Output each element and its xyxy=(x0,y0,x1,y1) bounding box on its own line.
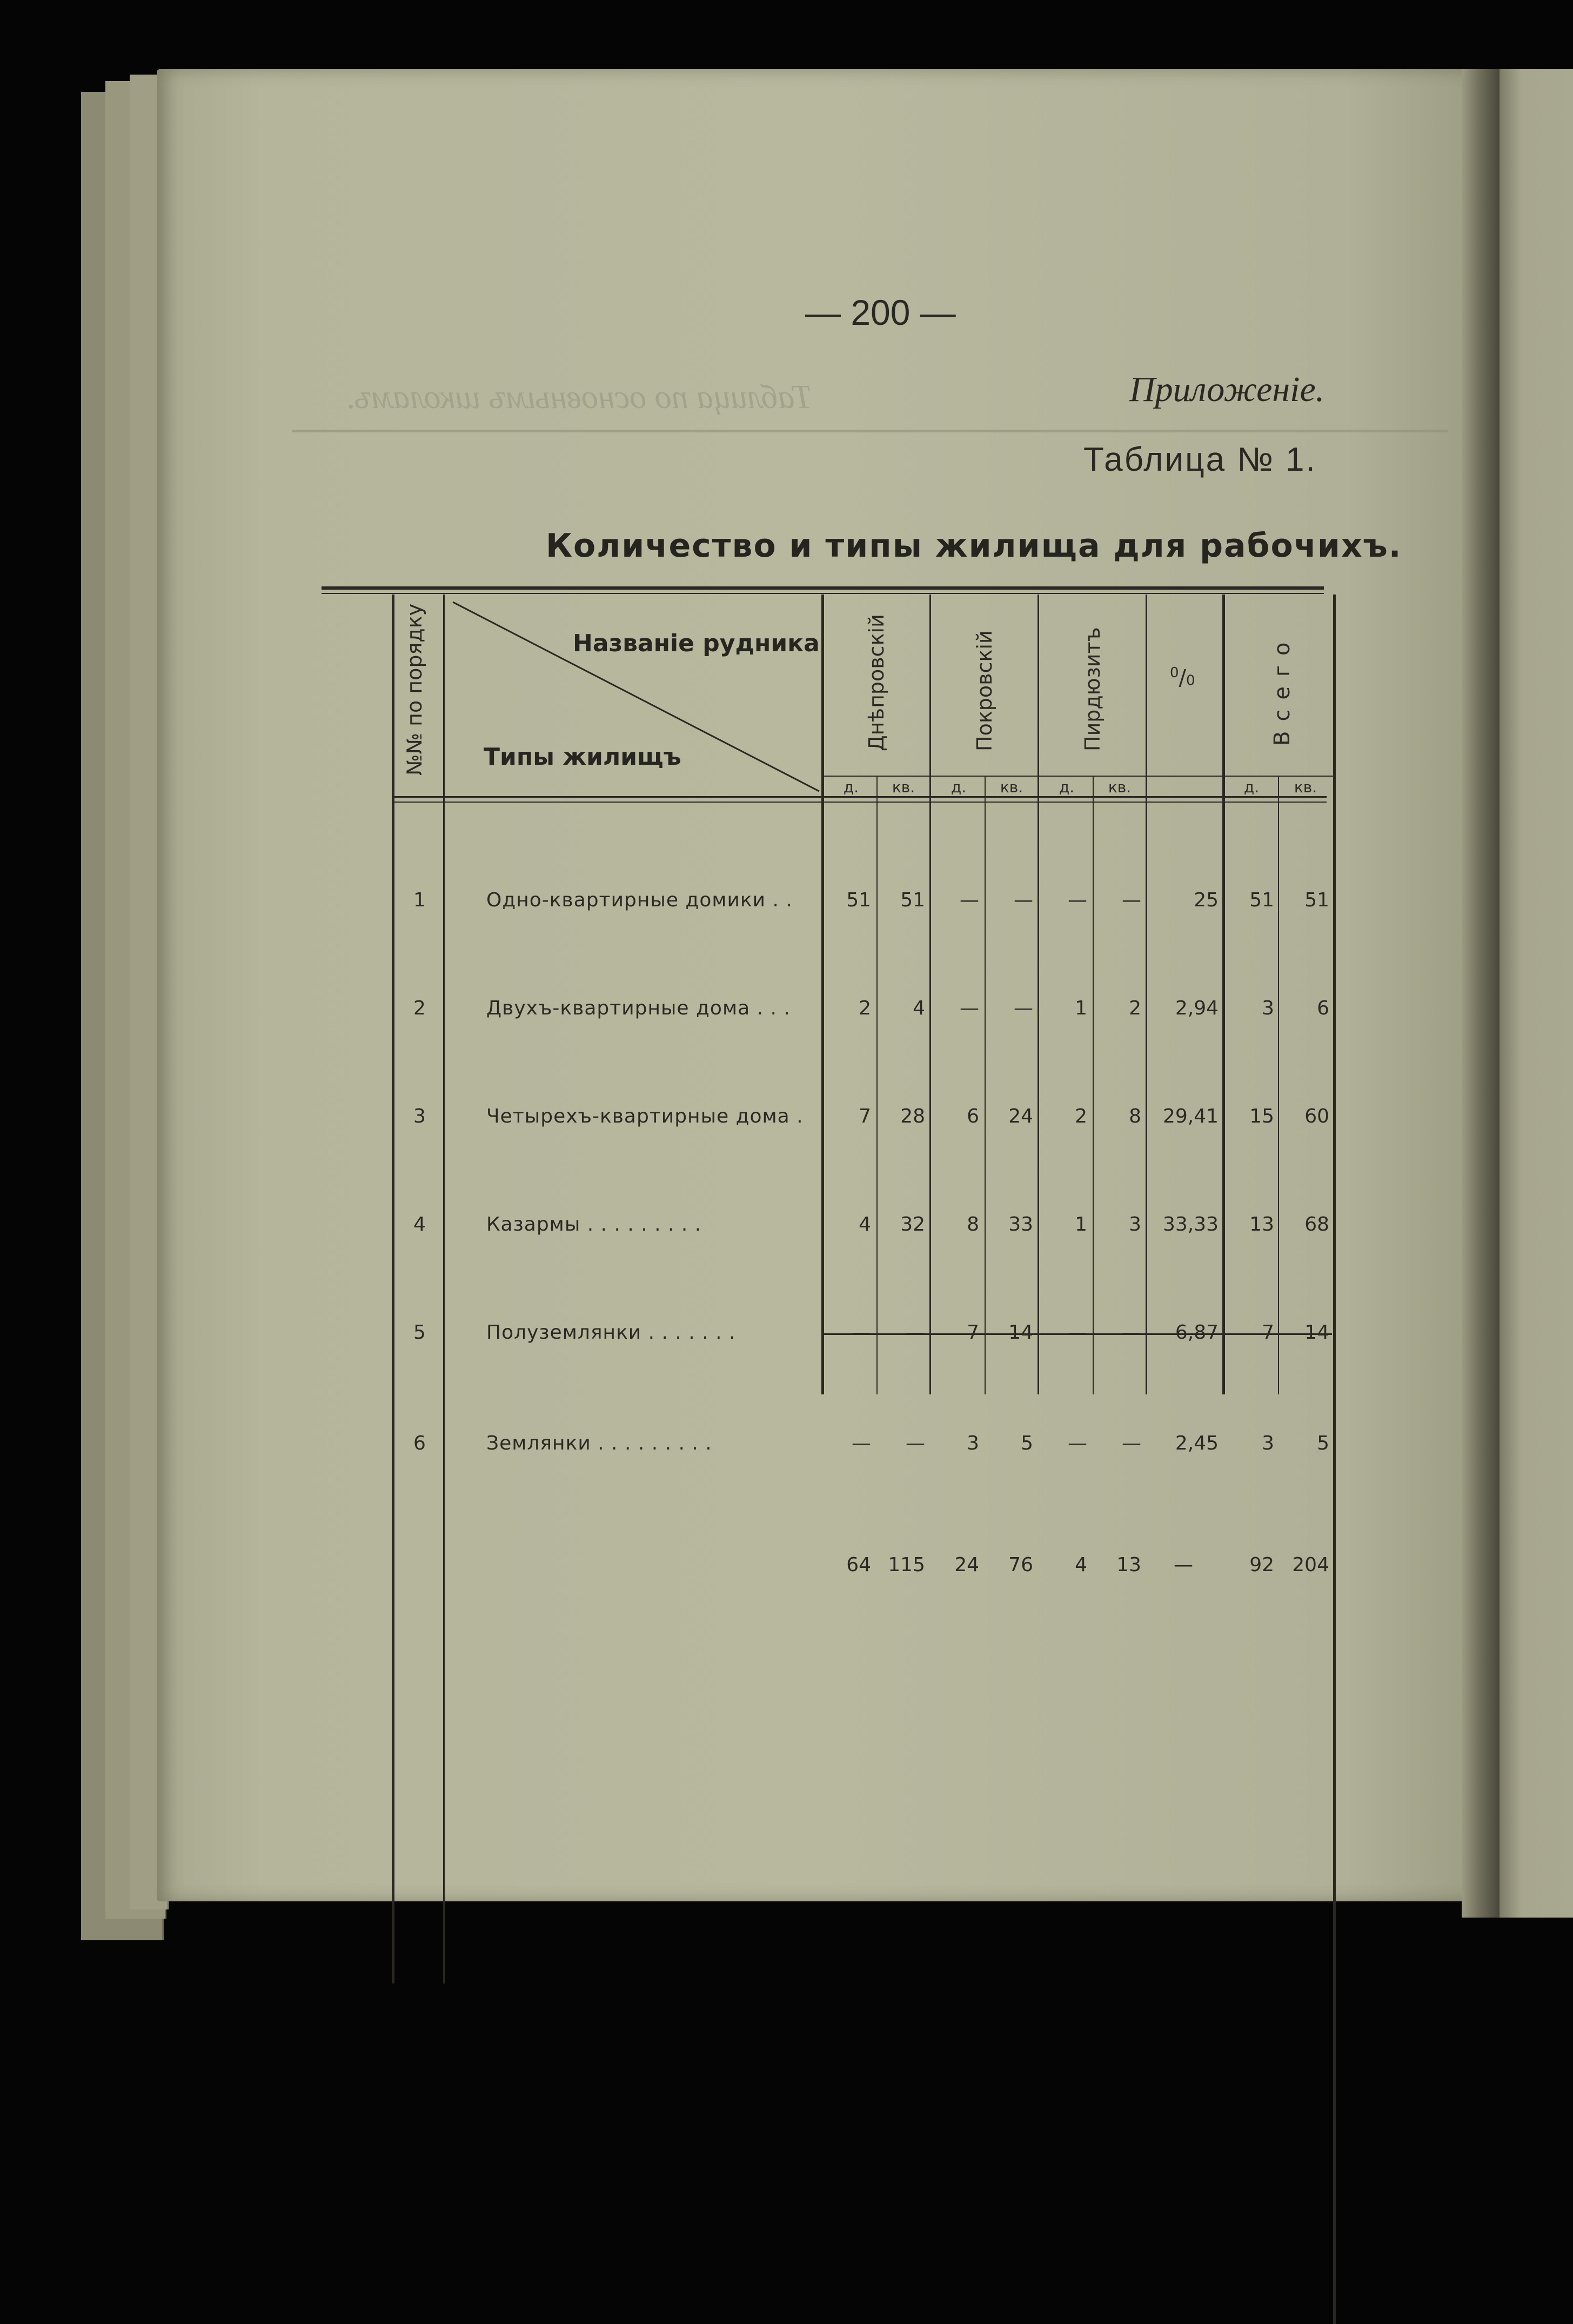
sub-kv-pirod: кв. xyxy=(1108,778,1132,796)
row-housing-type: Землянки . . . . . . . . . xyxy=(486,1432,712,1454)
total-cell: 76 xyxy=(1008,1554,1033,1576)
col-rule-percent xyxy=(1222,595,1225,1394)
table-cell: 7 xyxy=(1262,1321,1274,1344)
table-cell: 7 xyxy=(967,1321,979,1344)
table-cell: 3 xyxy=(1262,997,1274,1019)
total-column-label: Всего xyxy=(1270,632,1295,746)
table-cell: 5 xyxy=(1021,1432,1033,1454)
mine-label-dniepr: Днѣпровскій xyxy=(865,614,888,751)
table-cell: 8 xyxy=(967,1213,979,1236)
table-cell: 33,33 xyxy=(1162,1213,1219,1236)
table-cell: — xyxy=(906,1432,925,1454)
table-cell: 2 xyxy=(1075,1105,1087,1127)
row-number: 4 xyxy=(413,1213,426,1236)
table-number: Таблица № 1. xyxy=(1083,441,1317,478)
table-cell: 68 xyxy=(1304,1213,1329,1236)
table-cell: 32 xyxy=(900,1213,925,1236)
table-cell: 7 xyxy=(859,1105,871,1127)
table-cell: 51 xyxy=(1304,889,1329,911)
table-cell: 25 xyxy=(1194,889,1219,911)
row-number: 3 xyxy=(413,1105,426,1127)
table-cell: 33 xyxy=(1008,1213,1033,1236)
table-cell: 6,87 xyxy=(1175,1321,1219,1344)
table-cell: 24 xyxy=(1008,1105,1033,1127)
bleed-through-text: Таблица по основнымъ школамъ. xyxy=(346,379,812,416)
corner-top-label: Названіе рудника xyxy=(573,630,820,657)
table-cell: 5 xyxy=(1317,1432,1329,1454)
sub-kv-pokrov: кв. xyxy=(1000,778,1023,796)
col-rule-dniepr xyxy=(929,595,931,1394)
table-cell: 3 xyxy=(1262,1432,1274,1454)
col-rule-pokrov xyxy=(1037,595,1039,1394)
percent-column-label: $^0$/0 xyxy=(1170,665,1195,691)
total-cell: 92 xyxy=(1249,1554,1274,1576)
table-cell: 6 xyxy=(1317,997,1329,1019)
facing-page-edge xyxy=(1500,69,1573,1918)
order-column-label: №№ по порядку xyxy=(403,603,426,776)
table-cell: 1 xyxy=(1075,1213,1087,1236)
col-rule-dniepr-mid xyxy=(876,776,878,1394)
table-cell: — xyxy=(1014,997,1033,1019)
col-rule-pokrov-mid xyxy=(985,776,986,1394)
table-cell: — xyxy=(1068,889,1087,911)
table-cell: — xyxy=(1122,1321,1141,1344)
col-rule-pirod-mid xyxy=(1093,776,1094,1394)
table-cell: — xyxy=(1068,1432,1087,1454)
row-number: 1 xyxy=(413,889,426,911)
row-housing-type: Двухъ-квартирные дома . . . xyxy=(486,997,791,1019)
total-cell: — xyxy=(1174,1554,1193,1576)
table-cell: — xyxy=(852,1321,871,1344)
table-cell: 28 xyxy=(900,1105,925,1127)
table-cell: 2 xyxy=(1129,997,1141,1019)
table-cell: 2,94 xyxy=(1175,997,1219,1019)
sub-kv-total: кв. xyxy=(1294,778,1317,796)
col-rule-name xyxy=(821,595,824,1394)
row-housing-type: Полуземлянки . . . . . . . xyxy=(486,1321,736,1344)
row-number: 6 xyxy=(413,1432,426,1454)
table-cell: — xyxy=(960,889,979,911)
table-cell: 15 xyxy=(1249,1105,1274,1127)
row-housing-type: Одно-квартирные домики . . xyxy=(486,889,793,911)
table-cell: — xyxy=(960,997,979,1019)
total-cell: 13 xyxy=(1116,1554,1141,1576)
table-top-rule-thin xyxy=(322,593,1324,594)
sub-d-dniepr: д. xyxy=(843,778,859,796)
table-title: Количество и типы жилища для рабочихъ. xyxy=(546,527,1402,565)
table-cell: 51 xyxy=(900,889,925,911)
table-cell: — xyxy=(1122,889,1141,911)
total-cell: 24 xyxy=(954,1554,979,1576)
table-cell: 6 xyxy=(967,1105,979,1127)
corner-bottom-label: Типы жилищъ xyxy=(484,743,681,771)
table-cell: 2,45 xyxy=(1175,1432,1219,1454)
table-cell: 29,41 xyxy=(1162,1105,1219,1127)
row-housing-type: Четырехъ-квартирные дома . xyxy=(486,1105,804,1127)
col-rule-order xyxy=(443,595,445,1984)
col-rule-pirod xyxy=(1146,595,1147,1394)
book-page xyxy=(157,69,1478,1901)
col-rule-left xyxy=(392,595,394,1984)
row-number: 2 xyxy=(413,997,426,1019)
total-cell: 4 xyxy=(1075,1554,1087,1576)
table-cell: 4 xyxy=(913,997,925,1019)
table-cell: — xyxy=(1068,1321,1087,1344)
table-cell: 60 xyxy=(1304,1105,1329,1127)
sub-kv-dniepr: кв. xyxy=(892,778,915,796)
table-cell: 3 xyxy=(1129,1213,1141,1236)
table-cell: 14 xyxy=(1008,1321,1033,1344)
table-cell: — xyxy=(1122,1432,1141,1454)
row-housing-type: Казармы . . . . . . . . . xyxy=(486,1213,702,1236)
table-cell: — xyxy=(906,1321,925,1344)
table-cell: 1 xyxy=(1075,997,1087,1019)
table-cell: 51 xyxy=(1249,889,1274,911)
col-rule-total-mid xyxy=(1278,776,1279,1394)
mine-label-pirod: Пирдюзитъ xyxy=(1081,627,1105,751)
bleed-through-rule xyxy=(292,430,1448,432)
appendix-label: Приложеніе. xyxy=(1129,370,1325,409)
table-cell: 13 xyxy=(1249,1213,1274,1236)
total-cell: 204 xyxy=(1292,1554,1329,1576)
table-cell: 4 xyxy=(859,1213,871,1236)
subheader-rule xyxy=(821,776,1335,777)
table-cell: 3 xyxy=(967,1432,979,1454)
table-cell: — xyxy=(852,1432,871,1454)
table-cell: 14 xyxy=(1304,1321,1329,1344)
sub-d-pirod: д. xyxy=(1059,778,1075,796)
row-number: 5 xyxy=(413,1321,426,1344)
table-cell: — xyxy=(1014,889,1033,911)
sub-d-pokrov: д. xyxy=(951,778,967,796)
header-bottom-rule-thin xyxy=(392,802,1327,803)
page-number: — 200 — xyxy=(805,292,956,332)
total-cell: 64 xyxy=(846,1554,871,1576)
mine-label-pokrov: Покровскій xyxy=(973,630,996,751)
book-gutter xyxy=(1462,69,1505,1918)
header-bottom-rule xyxy=(392,796,1327,798)
col-rule-right xyxy=(1333,595,1336,2324)
table-cell: 2 xyxy=(859,997,871,1019)
table-cell: 51 xyxy=(846,889,871,911)
sub-d-total: д. xyxy=(1243,778,1260,796)
total-cell: 115 xyxy=(888,1554,925,1576)
table-top-rule xyxy=(322,586,1324,590)
table-cell: 8 xyxy=(1129,1105,1141,1127)
